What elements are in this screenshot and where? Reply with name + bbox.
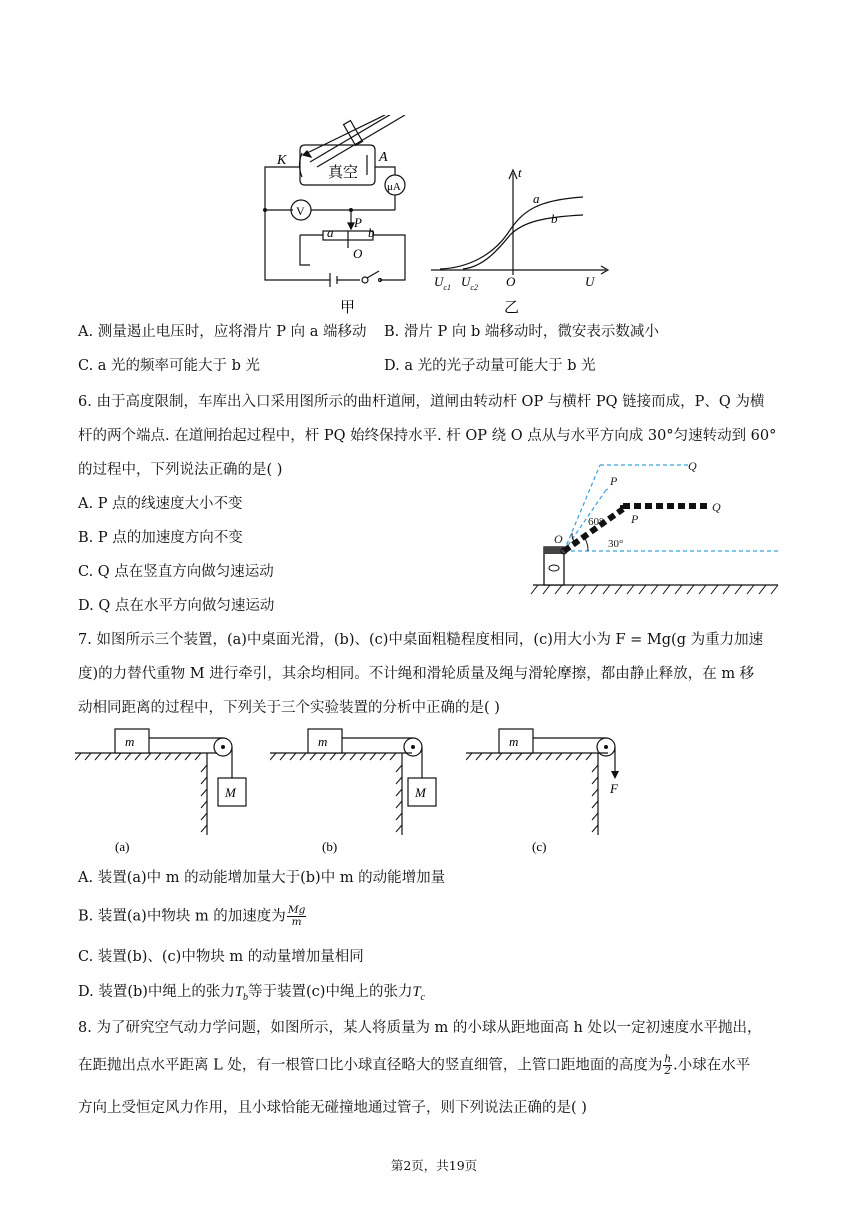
curve-a-label: a bbox=[533, 191, 540, 206]
fraction-h-over-2: $\frac{h}{2}$ bbox=[664, 1053, 672, 1077]
curve-b bbox=[463, 215, 583, 269]
label-microammeter: μA bbox=[387, 181, 401, 193]
label-q-mid: Q bbox=[712, 500, 721, 514]
q5-option-a: A. 测量遏止电压时，应将滑片 P 向 a 端移动 bbox=[78, 324, 367, 340]
label-angle-30: 30° bbox=[608, 538, 624, 550]
force-F-label: F bbox=[610, 781, 618, 796]
caption-jia: 甲 bbox=[340, 300, 356, 315]
q6-option-c: C. Q 点在竖直方向做匀速运动 bbox=[78, 564, 274, 580]
q7-stem-line1: 7. 如图所示三个装置，(a)中桌面光滑，(b)、(c)中桌面粗糙程度相同，(c)用大小为 F = Mg(g 为重力加速 bbox=[78, 632, 764, 648]
weight-M-a: M bbox=[225, 785, 236, 800]
pulley-setup-b bbox=[270, 725, 450, 860]
q7-stem-line3: 动相同距离的过程中，下列关于三个实验装置的分析中正确的是( ) bbox=[78, 700, 500, 716]
fraction-mg-over-m: $\frac{Mg}{m}$ bbox=[287, 904, 306, 928]
gate-figure bbox=[528, 455, 783, 600]
label-p-slider: P bbox=[354, 215, 362, 230]
q6-stem-line3: 的过程中，下列说法正确的是( ) bbox=[78, 462, 283, 478]
label-a-anode: A bbox=[379, 150, 388, 165]
q5-option-c: C. a 光的频率可能大于 b 光 bbox=[78, 358, 261, 374]
label-voltmeter: V bbox=[296, 204, 305, 218]
q8-stem-line2: 在距抛出点水平距离 L 处，有一根管口比小球直径略大的竖直细管，上管口距地面的高度为 $\frac{h}{2}$ .小球在水平 bbox=[78, 1053, 751, 1077]
caption-a: (a) bbox=[115, 839, 130, 854]
q6-option-b: B. P 点的加速度方向不变 bbox=[78, 530, 243, 546]
label-vacuum: 真空 bbox=[328, 165, 359, 181]
q7-option-d: D. 装置(b)中绳上的张力$T_b$等于装置(c)中绳上的张力$T_c$ bbox=[78, 984, 425, 1003]
photoelectric-circuit-figure bbox=[255, 115, 425, 315]
q8-stem-line3: 方向上受恒定风力作用，且小球恰能无碰撞地通过管子，则下列说法正确的是( ) bbox=[78, 1100, 587, 1116]
pulley-setup-a bbox=[75, 725, 255, 860]
axis-t-label: t bbox=[518, 165, 522, 180]
uc1-label: $U_{c1}$ bbox=[434, 274, 451, 292]
label-b-end: b bbox=[368, 225, 375, 240]
q5-option-d: D. a 光的光子动量可能大于 b 光 bbox=[384, 358, 596, 374]
q6-stem-line1: 6. 由于高度限制，车库出入口采用图所示的曲杆道闸，道闸由转动杆 OP 与横杆 PQ 链接而成，P、Q 为横 bbox=[78, 394, 765, 410]
page-footer: 第2页，共19页 bbox=[390, 1158, 478, 1173]
q7-option-a: A. 装置(a)中 m 的动能增加量大于(b)中 m 的动能增加量 bbox=[78, 870, 446, 886]
pulley-setup-c bbox=[466, 725, 636, 860]
caption-c: (c) bbox=[532, 839, 547, 854]
block-m-b: m bbox=[318, 734, 328, 749]
label-p-mid: P bbox=[631, 512, 639, 526]
block-m-a: m bbox=[125, 734, 135, 749]
label-q-top: Q bbox=[688, 459, 697, 473]
t-u-graph-figure bbox=[428, 165, 613, 317]
axis-u-label: U bbox=[585, 274, 595, 289]
label-o-pivot: O bbox=[554, 532, 563, 546]
label-o: O bbox=[353, 246, 363, 261]
q7-stem-line2: 度)的力替代重物 M 进行牵引，其余均相同。不计绳和滑轮质量及绳与滑轮摩擦，都由静止释放，在 m 移 bbox=[78, 666, 755, 682]
caption-b: (b) bbox=[322, 839, 338, 854]
block-m-c: m bbox=[509, 734, 519, 749]
q8-stem-line1: 8. 为了研究空气动力学问题，如图所示，某人将质量为 m 的小球从距地面高 h 处以一定初速度水平抛出， bbox=[78, 1020, 762, 1036]
origin-label: O bbox=[506, 274, 516, 289]
label-p-top: P bbox=[610, 474, 618, 488]
q7-option-b: B. 装置(a)中物块 m 的加速度为 $\frac{Mg}{m}$ bbox=[78, 904, 306, 928]
label-angle-60: 60° bbox=[588, 516, 604, 528]
q6-stem-line2: 杆的两个端点. 在道闸抬起过程中，杆 PQ 始终保持水平. 杆 OP 绕 O 点从与水平方向成 30°匀速转动到 60° bbox=[78, 428, 777, 444]
q6-option-d: D. Q 点在水平方向做匀速运动 bbox=[78, 598, 275, 614]
q7-option-c: C. 装置(b)、(c)中物块 m 的动量增加量相同 bbox=[78, 949, 364, 965]
q5-option-b: B. 滑片 P 向 b 端移动时，微安表示数减小 bbox=[384, 324, 659, 340]
weight-M-b: M bbox=[415, 785, 426, 800]
caption-yi: 乙 bbox=[504, 300, 520, 316]
uc2-label: $U_{c2}$ bbox=[461, 274, 478, 292]
label-k: K bbox=[277, 153, 287, 168]
label-a-end: a bbox=[327, 225, 334, 240]
q6-option-a: A. P 点的线速度大小不变 bbox=[78, 496, 243, 512]
curve-b-label: b bbox=[551, 211, 558, 226]
